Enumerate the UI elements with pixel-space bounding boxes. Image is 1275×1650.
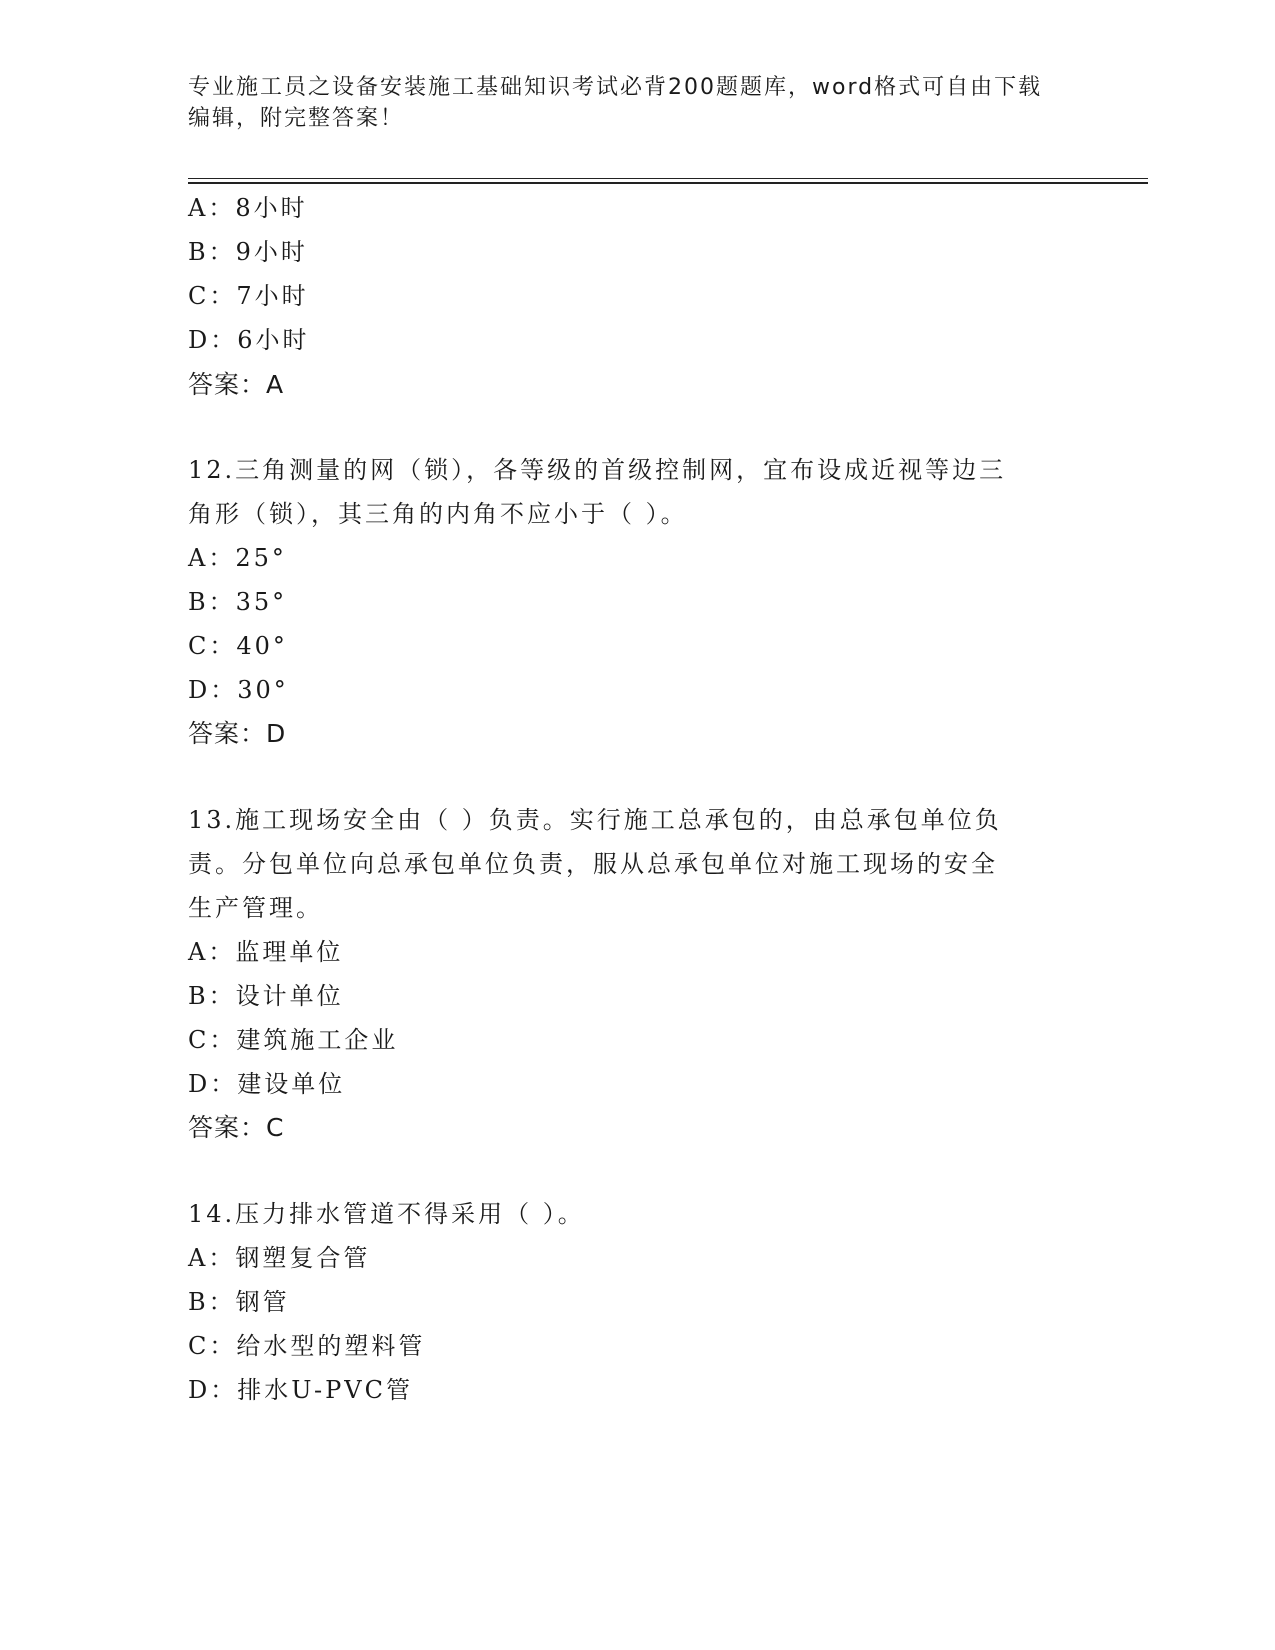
q14-option-a: A：钢塑复合管 — [188, 1244, 371, 1272]
q13-text-line-2: 责。分包单位向总承包单位负责，服从总承包单位对施工现场的安全 — [188, 850, 998, 878]
q14-option-b: B：钢管 — [188, 1288, 290, 1316]
q12-text-line-2: 角形（锁），其三角的内角不应小于（ ）。 — [188, 500, 688, 528]
q14-option-d: D：排水U-PVC管 — [188, 1376, 413, 1404]
q13-option-b: B：设计单位 — [188, 982, 344, 1010]
q13-answer: 答案：C — [188, 1113, 285, 1142]
q13-option-c: C：建筑施工企业 — [188, 1026, 399, 1054]
header-line-1: 专业施工员之设备安装施工基础知识考试必背200题题库，word格式可自由下载 — [188, 75, 1043, 100]
q11-option-b: B：9小时 — [188, 238, 308, 266]
document-header — [188, 72, 1068, 134]
q12-option-a: A：25° — [188, 544, 287, 572]
q13-option-a: A：监理单位 — [188, 938, 344, 966]
q12-answer: 答案：D — [188, 719, 287, 748]
header-divider-thick — [188, 182, 1148, 184]
q14-option-c: C：给水型的塑料管 — [188, 1332, 426, 1360]
q13-text-line-1: 13.施工现场安全由（ ）负责。实行施工总承包的，由总承包单位负 — [188, 806, 1002, 834]
q13-text-line-3: 生产管理。 — [188, 894, 323, 922]
q12-option-d: D：30° — [188, 676, 289, 704]
header-line-2: 编辑，附完整答案！ — [188, 106, 405, 131]
q11-option-d: D：6小时 — [188, 326, 310, 354]
q12-option-c: C：40° — [188, 632, 288, 660]
q14-text-line-1: 14.压力排水管道不得采用（ ）。 — [188, 1200, 585, 1228]
q11-option-a: A：8小时 — [188, 194, 308, 222]
q12-option-b: B：35° — [188, 588, 288, 616]
q13-option-d: D：建设单位 — [188, 1070, 346, 1098]
q12-text-line-1: 12.三角测量的网（锁），各等级的首级控制网，宜布设成近视等边三 — [188, 456, 1007, 484]
header-divider-thin — [188, 178, 1148, 179]
q11-answer: 答案：A — [188, 370, 285, 399]
q11-option-c: C：7小时 — [188, 282, 309, 310]
